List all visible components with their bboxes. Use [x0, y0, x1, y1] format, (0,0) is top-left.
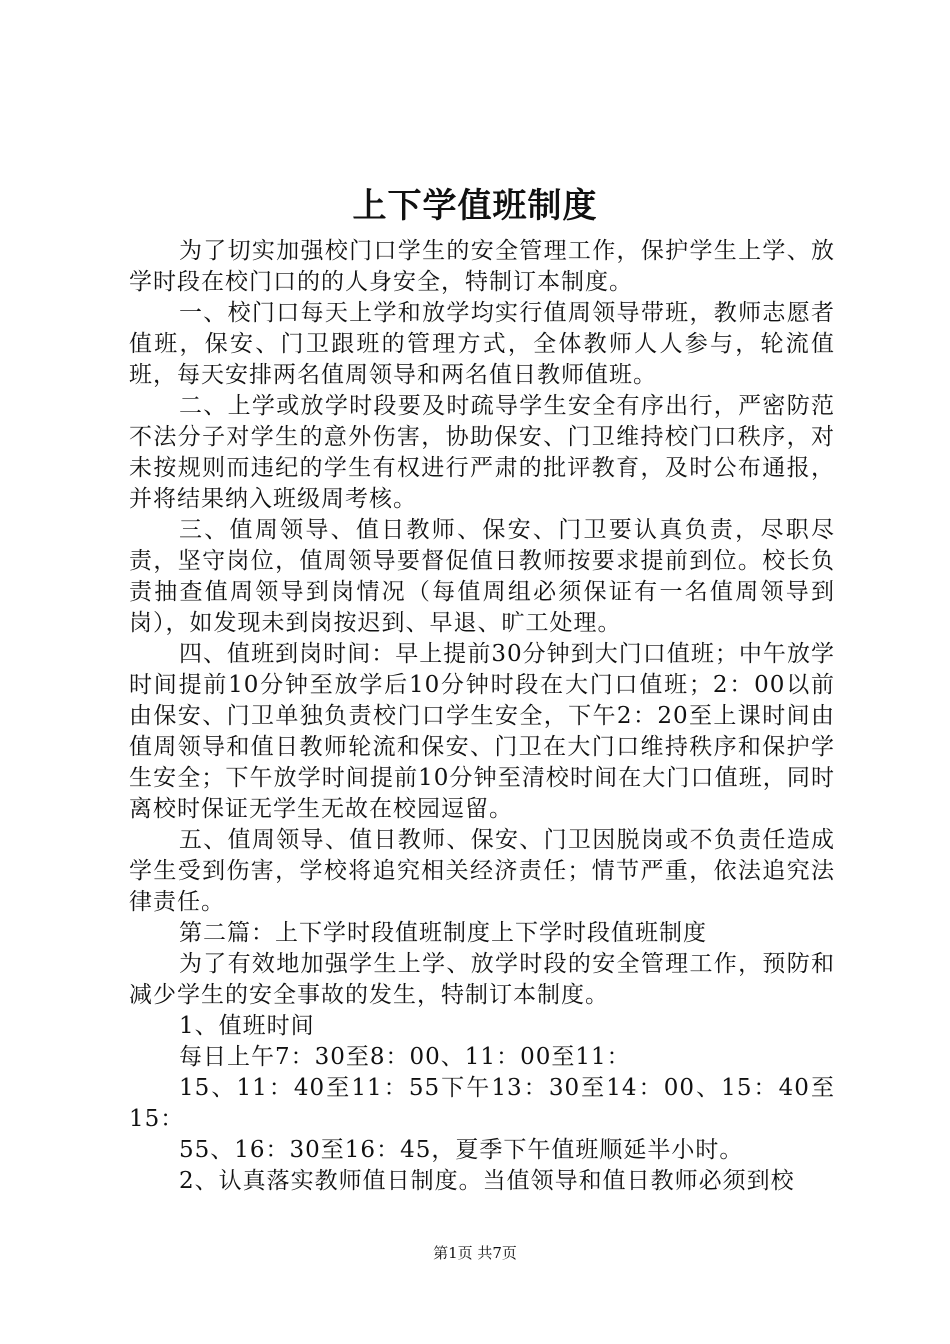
paragraph: 四、值班到岗时间：早上提前30分钟到大门口值班；中午放学时间提前10分钟至放学后10分钟时段在大门口值班；2：00以前由保安、门卫单独负责校门口学生安全，下午2：20至上课时间由值周领导和值日教师轮流和保安、门卫在大门口维持秩序和保护学生安全；下午放学时间提前10分钟至清校时间在大门口值班，同时离校时保证无学生无故在校园逗留。 [129, 641, 835, 822]
paragraph: 为了有效地加强学生上学、放学时段的安全管理工作，预防和减少学生的安全事故的发生，特制订本制度。 [129, 951, 835, 1008]
paragraph: 15、11：40至11：55下午13：30至14：00、15：40至15： [129, 1075, 835, 1132]
list-heading: 1、值班时间 [179, 1013, 315, 1039]
paragraph: 55、16：30至16：45，夏季下午值班顺延半小时。 [179, 1137, 744, 1163]
document-body [129, 236, 835, 1197]
paragraph: 五、值周领导、值日教师、保安、门卫因脱岗或不负责任造成学生受到伤害，学校将追究相关经济责任；情节严重，依法追究法律责任。 [129, 827, 835, 915]
page-footer: 第1页 共7页 [433, 1244, 517, 1262]
paragraph: 一、校门口每天上学和放学均实行值周领导带班，教师志愿者值班，保安、门卫跟班的管理方式，全体教师人人参与，轮流值班，每天安排两名值周领导和两名值日教师值班。 [129, 300, 835, 388]
paragraph: 为了切实加强校门口学生的安全管理工作，保护学生上学、放学时段在校门口的的人身安全，特制订本制度。 [129, 238, 835, 295]
document-title: 上下学值班制度 [352, 186, 598, 226]
section-heading: 第二篇：上下学时段值班制度上下学时段值班制度 [179, 920, 707, 946]
paragraph: 三、值周领导、值日教师、保安、门卫要认真负责，尽职尽责，坚守岗位，值周领导要督促值日教师按要求提前到位。校长负责抽查值周领导到岗情况（每值周组必须保证有一名值周领导到岗），如发现未到岗按迟到、早退、旷工处理。 [129, 517, 835, 636]
paragraph: 每日上午7：30至8：00、11：00至11： [179, 1044, 631, 1070]
paragraph: 二、上学或放学时段要及时疏导学生安全有序出行，严密防范不法分子对学生的意外伤害，协助保安、门卫维持校门口秩序，对未按规则而违纪的学生有权进行严肃的批评教育，及时公布通报，并将结果纳入班级周考核。 [129, 393, 835, 512]
paragraph: 2、认真落实教师值日制度。当值领导和值日教师必须到校 [179, 1168, 795, 1194]
